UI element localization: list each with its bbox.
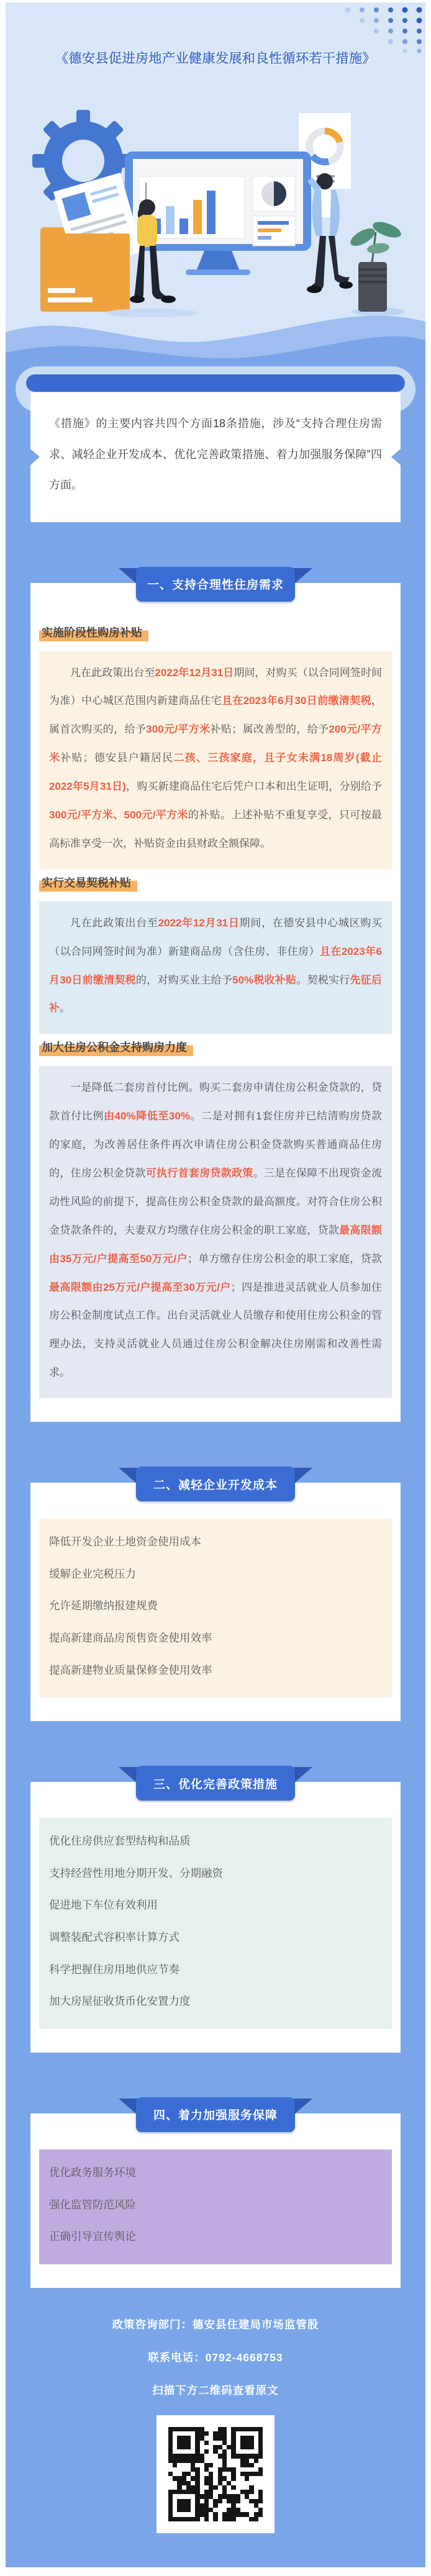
footer	[6, 2288, 425, 2533]
footer-phone: 联系电话：0792-4668753	[148, 2351, 283, 2364]
ribbon-fold-left	[119, 1468, 137, 1484]
section-4-card	[30, 2113, 401, 2288]
plant	[348, 219, 404, 316]
paragraph-box-purchase-subsidy	[39, 651, 392, 869]
intro-capsule-bar	[26, 374, 405, 392]
section-4-list	[39, 2149, 392, 2264]
section-housing-demand	[6, 567, 425, 1422]
ribbon-fold-left	[119, 2099, 137, 2115]
dots-pattern	[314, 5, 425, 55]
list-item: 支持经营性用地分期开发、分期融资	[49, 1866, 223, 1879]
intro-block	[6, 385, 425, 522]
subheading-deed-tax-subsidy: 实行交易契税补贴	[39, 873, 137, 892]
ribbon-fold-right	[294, 568, 312, 584]
article-body	[6, 385, 425, 2567]
paragraph-purchase-subsidy: 凡在此政策出台至2022年12月31日期间，对购买（以合同网签时间为准）中心城区范围内新建商品住宅且在2023年6月30日前缴清契税，属首次购买的，给予300元/平方米补贴；属改善型的，给予200元/平方米补贴；德安县户籍居民二孩、三孩家庭，且子女未满18周岁(截止2022年5月31日)，购买新建商品住宅后凭户口本和出生证明，分别给予300元/平方米、500元/平方米的补贴。上述补贴不重复享受，只可按最高标准享受一次，补贴资金由县财政全额保障。	[49, 666, 383, 849]
footer-scan-hint: 扫描下方二维码查看原文	[152, 2384, 279, 2397]
list-item: 降低开发企业土地资金使用成本	[49, 1535, 201, 1548]
section-4-banner	[136, 2097, 295, 2132]
ribbon-fold-left	[119, 568, 137, 584]
paragraph-housing-fund: 一是降低二套房首付比例。购买二套房申请住房公积金贷款的，贷款首付比例由40%降低至30%。二是对拥有1套住房并已结清购房贷款的家庭，为改善居住条件再次申请住房公积金贷款购买普通商品住房的，住房公积金贷款可执行首套房贷款政策。三是在保障不出现资金流动性风险的前提下，提高住房公积金贷款的最高额度。对符合住房公积金贷款条件的，夫妻双方均缴存住房公积金的职工家庭，贷款最高限额由35万元/户提高至50万元/户；单方缴存住房公积金的职工家庭，贷款最高限额由25万元/户提高至30万元/户；四是推进灵活就业人员参加住房公积金制度试点工作。出台灵活就业人员缴存和使用住房公积金的管理办法，支持灵活就业人员通过住房公积金解决住房刚需和改善性需求。	[49, 1082, 383, 1379]
ribbon-fold-right	[294, 1468, 312, 1484]
qr-code-box	[157, 2415, 274, 2533]
list-item: 加大房屋征收货币化安置力度	[49, 1995, 191, 2008]
person-man	[307, 173, 353, 293]
intro-card	[30, 392, 401, 522]
ribbon-fold-right	[294, 2099, 312, 2115]
intro-text: 《措施》的主要内容共四个方面18条措施，涉及“支持合理住房需求、减轻企业开发成本、优化完善政策措施、着力加强服务保障”四方面。	[49, 417, 382, 491]
section-3-list	[39, 1818, 392, 2029]
hero-illustration	[6, 89, 425, 332]
section-3-banner-label: 三、优化完善政策措施	[153, 1778, 278, 1791]
list-item: 提高新建物业质量保修金使用效率	[49, 1663, 212, 1676]
qr-code	[168, 2427, 263, 2521]
list-item: 优化住房供应套型结构和品质	[49, 1835, 191, 1848]
list-item: 促进地下车位有效利用	[49, 1899, 158, 1912]
section-2-card	[30, 1483, 401, 1721]
list-item: 缓解企业完税压力	[49, 1567, 136, 1580]
footer-department: 政策咨询部门：德安县住建局市场监管股	[112, 2318, 319, 2331]
section-3-card	[30, 1782, 401, 2053]
list-item: 正确引导宣传舆论	[49, 2230, 136, 2243]
ribbon-fold-left	[119, 1767, 137, 1783]
subheading-housing-fund: 加大住房公积金支持购房力度	[39, 1037, 193, 1056]
hero-banner	[6, 2, 425, 385]
section-4-banner-label: 四、着力加强服务保障	[153, 2109, 278, 2123]
page-title: 《德安县促进房地产业健康发展和良性循环若干措施》	[55, 52, 376, 66]
section-policy-optimization	[6, 1766, 425, 2053]
paragraph-deed-tax: 凡在此政策出台至2022年12月31日期间，在德安县中心城区购买（以合同网签时间为准）新建商品房（含住房、非住房）且在2023年6月30日前缴清契税的，对购买业主给予50%税收补贴。契税实行先征后补。	[49, 916, 383, 1015]
list-item: 科学把握住房用地供应节奏	[49, 1963, 179, 1976]
section-service-guarantee	[6, 2097, 425, 2288]
section-2-banner-label: 二、减轻企业开发成本	[153, 1478, 278, 1492]
list-item: 提高新建商品房预售资金使用效率	[49, 1631, 212, 1644]
paragraph-box-housing-fund	[39, 1066, 392, 1398]
section-developer-costs	[6, 1467, 425, 1721]
section-2-list	[39, 1519, 392, 1697]
ribbon-fold-right	[294, 1767, 312, 1783]
list-item: 强化监管防范风险	[49, 2198, 136, 2211]
subheading-purchase-subsidy: 实施阶段性购房补贴	[39, 623, 148, 641]
list-item: 优化政务服务环境	[49, 2166, 136, 2179]
list-item: 允许延期缴纳报建规费	[49, 1599, 158, 1612]
section-1-banner	[136, 567, 295, 602]
section-3-banner	[136, 1766, 295, 1801]
section-2-banner	[136, 1467, 295, 1501]
section-1-banner-label: 一、支持合理性住房需求	[147, 579, 284, 592]
paragraph-box-deed-tax	[39, 902, 392, 1034]
section-1-card	[30, 583, 401, 1422]
list-item: 调整装配式容积率计算方式	[49, 1931, 179, 1944]
